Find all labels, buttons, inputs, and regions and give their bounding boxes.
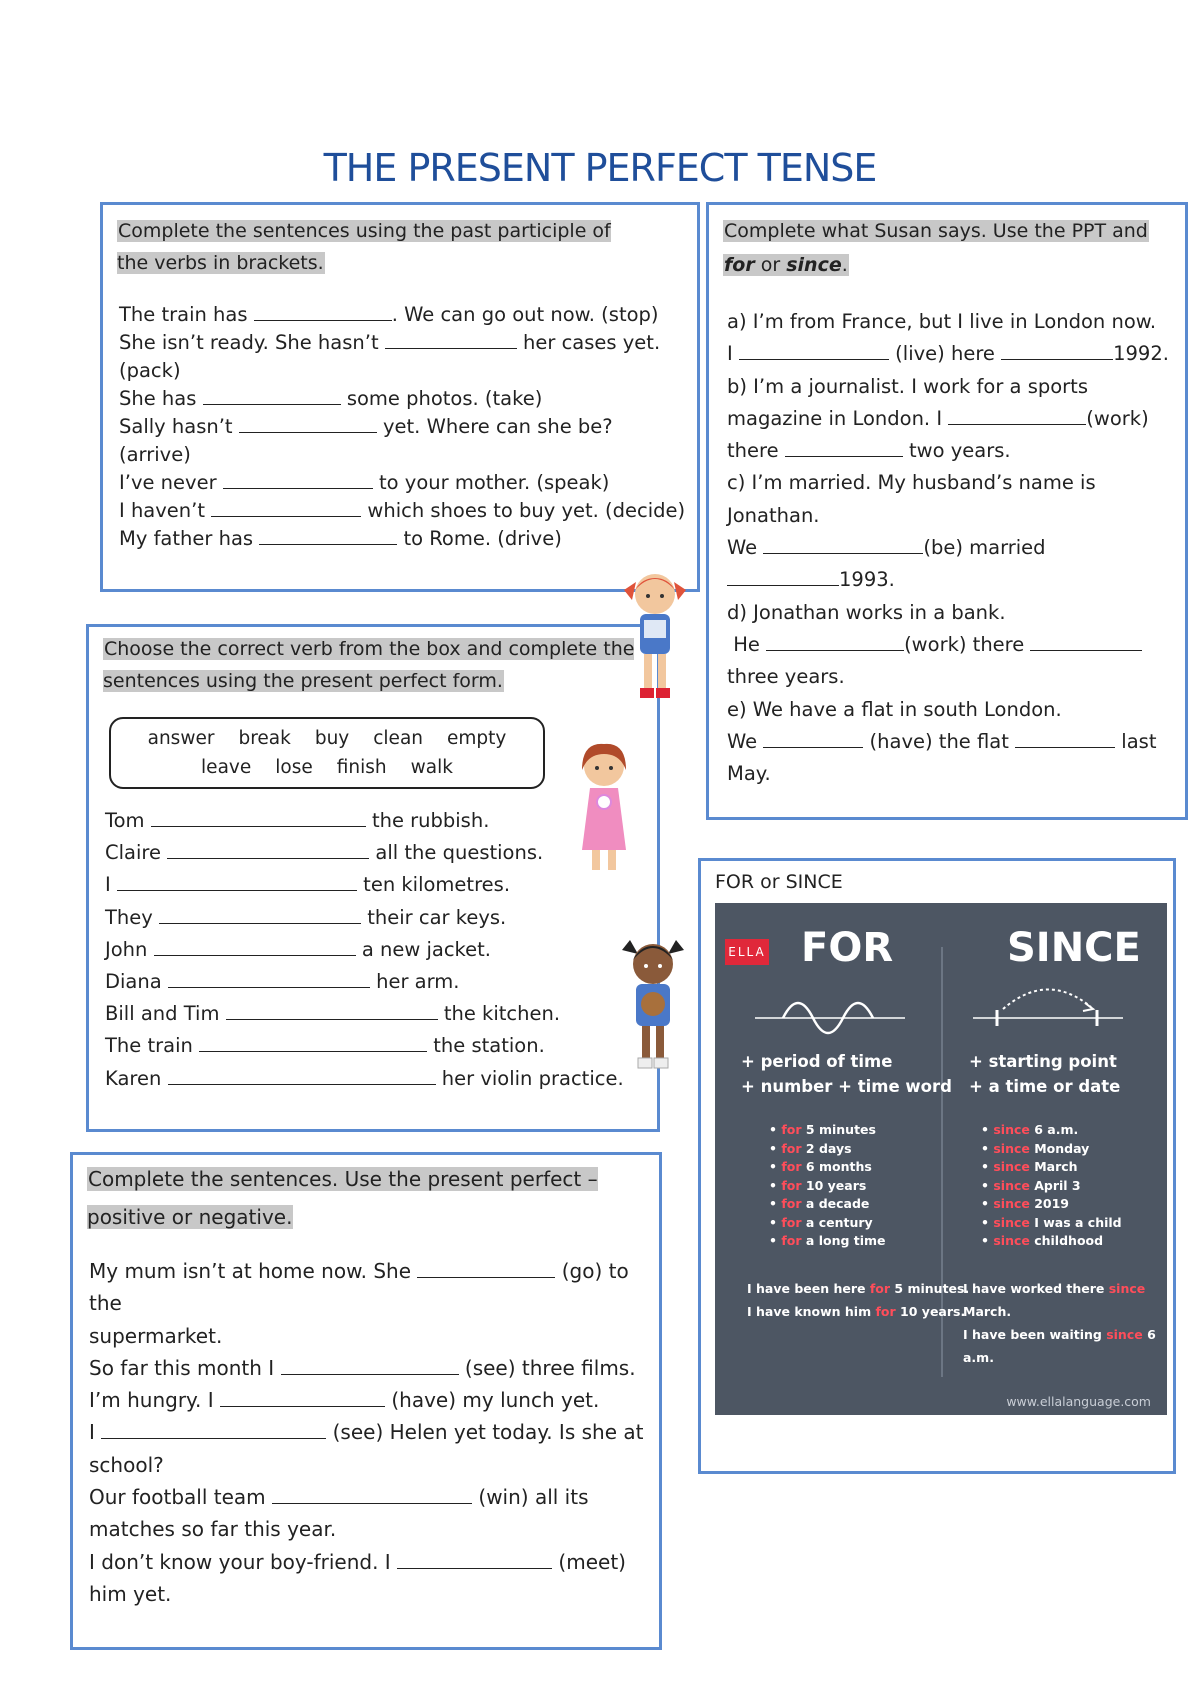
answer-blank[interactable]: [397, 1550, 552, 1569]
exercise-sentences: [119, 301, 689, 553]
answer-blank[interactable]: [167, 840, 369, 859]
sentence: Jonathan.: [727, 503, 820, 527]
list-item: • since 6 a.m.: [981, 1122, 1079, 1137]
answer-blank[interactable]: [1030, 632, 1142, 651]
arc-arrow-icon: [973, 973, 1123, 1043]
answer-blank[interactable]: [385, 330, 517, 349]
sentence: c) I’m married. My husband’s name is: [727, 471, 1096, 495]
answer-blank[interactable]: [763, 729, 863, 748]
exercise-positive-negative: [70, 1152, 662, 1650]
sentence: three years.: [727, 665, 845, 689]
exercise-instruction: Complete what Susan says. Use the PPT and for or since.: [724, 220, 1148, 276]
sentence: d) Jonathan works in a bank.: [727, 600, 1006, 624]
page-title: THE PRESENT PERFECT TENSE: [323, 146, 877, 190]
list-item: • for 2 days: [769, 1140, 852, 1156]
list-item: • for a long time: [769, 1233, 886, 1248]
answer-blank[interactable]: [211, 498, 361, 517]
sentence: Diana her arm.: [105, 970, 460, 994]
answer-blank[interactable]: [220, 1388, 385, 1407]
sentence: Sally hasn’t yet. Where can she be? (arrive): [119, 415, 613, 466]
answer-blank[interactable]: [1015, 729, 1115, 748]
exercise-past-participle: [100, 202, 700, 592]
exercise-instruction: Choose the correct verb from the box and complete the sentences using the present perfect form.: [103, 638, 635, 692]
sentence: So far this month I (see) three films.: [89, 1355, 636, 1380]
sentence: Our football team (win) all its: [89, 1485, 589, 1510]
sentence: magazine in London. I (work): [727, 406, 1149, 430]
sentence: We (be) married: [727, 536, 1046, 560]
for-since-poster: [715, 903, 1167, 1415]
answer-blank[interactable]: [199, 1033, 427, 1052]
answer-blank[interactable]: [763, 535, 923, 554]
sentence: She has some photos. (take): [119, 387, 543, 410]
sentence: I don’t know your boy-friend. I (meet): [89, 1549, 626, 1574]
sentence: Karen her violin practice.: [105, 1066, 624, 1090]
sentence: school?: [89, 1452, 164, 1477]
answer-blank[interactable]: [168, 969, 370, 988]
sentence: May.: [727, 762, 771, 786]
girl-teddy-icon: [616, 930, 690, 1080]
girl-flower-icon: [572, 740, 636, 880]
sentence: b) I’m a journalist. I work for a sports: [727, 374, 1088, 398]
answer-blank[interactable]: [727, 567, 839, 586]
sentence: I’m hungry. I (have) my lunch yet.: [89, 1388, 600, 1413]
sentence: She isn’t ready. She hasn’t her cases yet. (pack): [119, 331, 661, 382]
exercise-susan-says: [706, 202, 1188, 820]
answer-blank[interactable]: [417, 1259, 555, 1278]
panel-label: FOR or SINCE: [715, 871, 843, 893]
sentence: John a new jacket.: [105, 937, 491, 961]
verb-word: finish: [336, 757, 387, 778]
verb-word: lose: [275, 757, 313, 778]
answer-blank[interactable]: [948, 406, 1086, 425]
answer-blank[interactable]: [739, 341, 889, 360]
sentence: My mum isn’t at home now. She (go) to the: [89, 1259, 629, 1316]
sentence: I haven’t which shoes to buy yet. (decide): [119, 499, 686, 522]
sentence: supermarket.: [89, 1323, 223, 1348]
sentence: The train has . We can go out now. (stop): [119, 303, 659, 326]
for-heading: FOR: [801, 925, 894, 971]
verb-word: buy: [314, 728, 350, 749]
list-item: • since I was a child: [981, 1214, 1122, 1230]
sentence: 1993.: [727, 564, 1182, 596]
since-heading: SINCE: [1007, 925, 1141, 971]
sentence: They their car keys.: [105, 905, 507, 929]
sentence: I (live) here 1992.: [727, 342, 1169, 366]
answer-blank[interactable]: [766, 632, 904, 651]
sentence: Bill and Tim the kitchen.: [105, 1002, 561, 1026]
list-item: • for 10 years: [769, 1177, 867, 1193]
verb-word: answer: [147, 728, 215, 749]
verb-word: leave: [201, 757, 252, 778]
poster-url: www.ellalanguage.com: [1006, 1394, 1151, 1409]
answer-blank[interactable]: [154, 937, 356, 956]
since-rules: + starting point + a time or date: [969, 1052, 1121, 1096]
verb-word: empty: [447, 728, 507, 749]
answer-blank[interactable]: [254, 302, 392, 321]
for-examples: I have been here for 5 minutes. I have known him for 10 years.: [747, 1281, 970, 1319]
exercise-sentences: [727, 306, 1182, 790]
sentence: I’ve never to your mother. (speak): [119, 471, 610, 494]
answer-blank[interactable]: [159, 905, 361, 924]
answer-blank[interactable]: [226, 1001, 438, 1020]
sentence: I ten kilometres.: [105, 873, 511, 897]
since-examples: I have worked there since March. I have been waiting since 6 a.m.: [963, 1281, 1156, 1365]
answer-blank[interactable]: [259, 526, 397, 545]
verb-box: [109, 717, 545, 789]
answer-blank[interactable]: [223, 470, 373, 489]
sentence: e) We have a flat in south London.: [727, 697, 1062, 721]
sentence: there two years.: [727, 439, 1011, 463]
sentence: Tom the rubbish.: [105, 809, 490, 832]
sentence: him yet.: [89, 1581, 172, 1606]
answer-blank[interactable]: [785, 438, 903, 457]
girl-reading-icon: [618, 560, 692, 710]
sentence: Claire all the questions.: [105, 841, 544, 865]
verb-word: break: [238, 728, 291, 749]
list-item: • since childhood: [981, 1233, 1104, 1248]
list-item: • since March: [981, 1159, 1078, 1174]
sentence: a) I’m from France, but I live in London now.: [727, 310, 1157, 333]
ella-logo: ELLA: [725, 939, 769, 965]
answer-blank[interactable]: [117, 872, 357, 891]
answer-blank[interactable]: [151, 808, 366, 827]
list-item: • for 6 months: [769, 1159, 872, 1174]
list-item: • since 2019: [981, 1196, 1070, 1211]
verb-row: [111, 753, 543, 782]
list-item: • since April 3: [981, 1177, 1081, 1193]
for-rules: + period of time + number + time word: [741, 1052, 952, 1096]
sentence: My father has to Rome. (drive): [119, 527, 562, 550]
verb-word: walk: [410, 757, 453, 778]
sentence: matches so far this year.: [89, 1517, 337, 1542]
answer-blank[interactable]: [203, 386, 341, 405]
sentence: The train the station.: [105, 1034, 545, 1058]
list-item: • for 5 minutes: [769, 1122, 876, 1137]
exercise-sentences: [89, 1255, 649, 1610]
list-item: • since Monday: [981, 1140, 1090, 1156]
sentence: I (see) Helen yet today. Is she at: [89, 1420, 644, 1445]
exercise-instruction: Complete the sentences. Use the present perfect – positive or negative.: [87, 1167, 598, 1229]
list-item: • for a century: [769, 1214, 873, 1230]
sentence: He (work) there: [727, 629, 1182, 661]
answer-blank[interactable]: [281, 1356, 459, 1375]
wave-icon: [755, 993, 905, 1043]
answer-blank[interactable]: [101, 1420, 326, 1439]
since-list: [981, 1121, 1122, 1251]
list-item: • for a decade: [769, 1196, 870, 1211]
verb-row: [111, 724, 543, 753]
exercise-sentences: [105, 805, 625, 1095]
answer-blank[interactable]: [272, 1485, 472, 1504]
answer-blank[interactable]: [239, 414, 377, 433]
verb-word: clean: [373, 728, 424, 749]
answer-blank[interactable]: [1001, 341, 1113, 360]
for-list: [769, 1121, 886, 1251]
exercise-instruction: Complete the sentences using the past participle of the verbs in brackets.: [117, 220, 611, 274]
answer-blank[interactable]: [168, 1066, 436, 1085]
for-since-panel: [698, 858, 1176, 1474]
sentence: We (have) the flat last: [727, 729, 1157, 753]
